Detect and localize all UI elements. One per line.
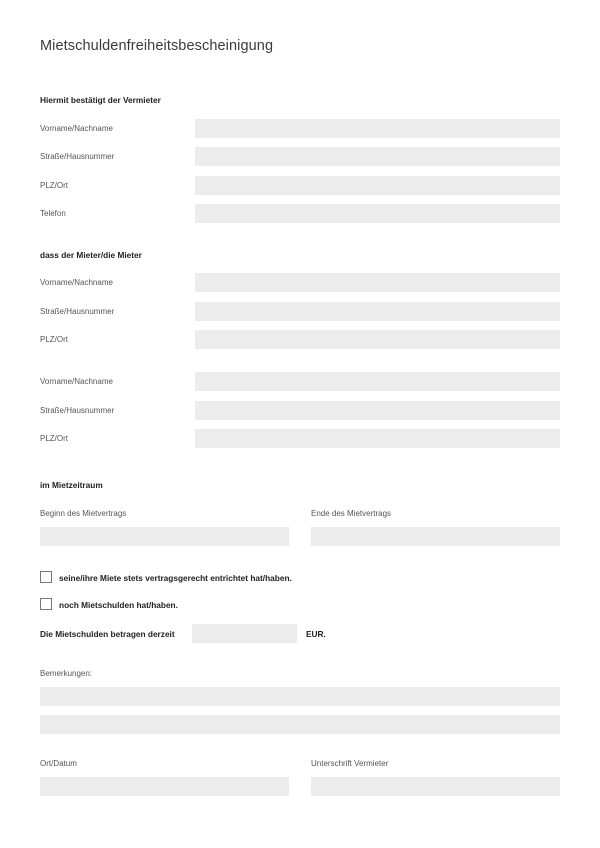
landlord-name-field[interactable] <box>195 119 560 138</box>
period-end-field[interactable] <box>311 527 560 546</box>
remarks-line-2[interactable] <box>40 715 560 734</box>
landlord-street-field[interactable] <box>195 147 560 166</box>
signature-label: Unterschrift Vermieter <box>311 759 389 768</box>
debts-checkbox[interactable] <box>40 598 52 610</box>
landlord-phone-label: Telefon <box>40 209 66 218</box>
tenant1-name-label: Vorname/Nachname <box>40 278 113 287</box>
tenant1-street-label: Straße/Hausnummer <box>40 307 115 316</box>
landlord-street-label: Straße/Hausnummer <box>40 152 115 161</box>
tenant1-city-label: PLZ/Ort <box>40 335 69 344</box>
remarks-label: Bemerkungen: <box>40 669 93 678</box>
tenant2-street-label: Straße/Hausnummer <box>40 406 115 415</box>
landlord-name-label: Vorname/Nachname <box>40 124 113 133</box>
period-end-label: Ende des Mietvertrags <box>311 509 392 518</box>
period-start-label: Beginn des Mietvertrags <box>40 509 127 518</box>
tenant2-city-label: PLZ/Ort <box>40 434 69 443</box>
debts-checkbox-label: noch Mietschulden hat/haben. <box>59 600 178 610</box>
landlord-phone-field[interactable] <box>195 204 560 223</box>
tenant-heading: dass der Mieter/die Mieter <box>40 250 142 260</box>
page-title: Mietschuldenfreiheitsbescheinigung <box>40 38 274 54</box>
debt-amount-field[interactable] <box>192 624 297 643</box>
signature-field[interactable] <box>311 777 560 796</box>
tenant1-city-field[interactable] <box>195 330 560 349</box>
paid-checkbox-label: seine/ihre Miete stets vertragsgerecht entrichtet hat/haben. <box>59 573 292 583</box>
landlord-city-label: PLZ/Ort <box>40 181 69 190</box>
tenant2-city-field[interactable] <box>195 429 560 448</box>
debt-label: Die Mietschulden betragen derzeit <box>40 629 175 639</box>
paid-checkbox[interactable] <box>40 571 52 583</box>
landlord-city-field[interactable] <box>195 176 560 195</box>
tenant1-street-field[interactable] <box>195 302 560 321</box>
place-date-label: Ort/Datum <box>40 759 77 768</box>
period-heading: im Mietzeitraum <box>40 480 103 490</box>
tenant2-name-field[interactable] <box>195 372 560 391</box>
tenant2-street-field[interactable] <box>195 401 560 420</box>
place-date-field[interactable] <box>40 777 289 796</box>
landlord-heading: Hiermit bestätigt der Vermieter <box>40 95 161 105</box>
debt-currency: EUR. <box>306 629 326 639</box>
tenant2-name-label: Vorname/Nachname <box>40 377 113 386</box>
period-start-field[interactable] <box>40 527 289 546</box>
tenant1-name-field[interactable] <box>195 273 560 292</box>
remarks-line-1[interactable] <box>40 687 560 706</box>
